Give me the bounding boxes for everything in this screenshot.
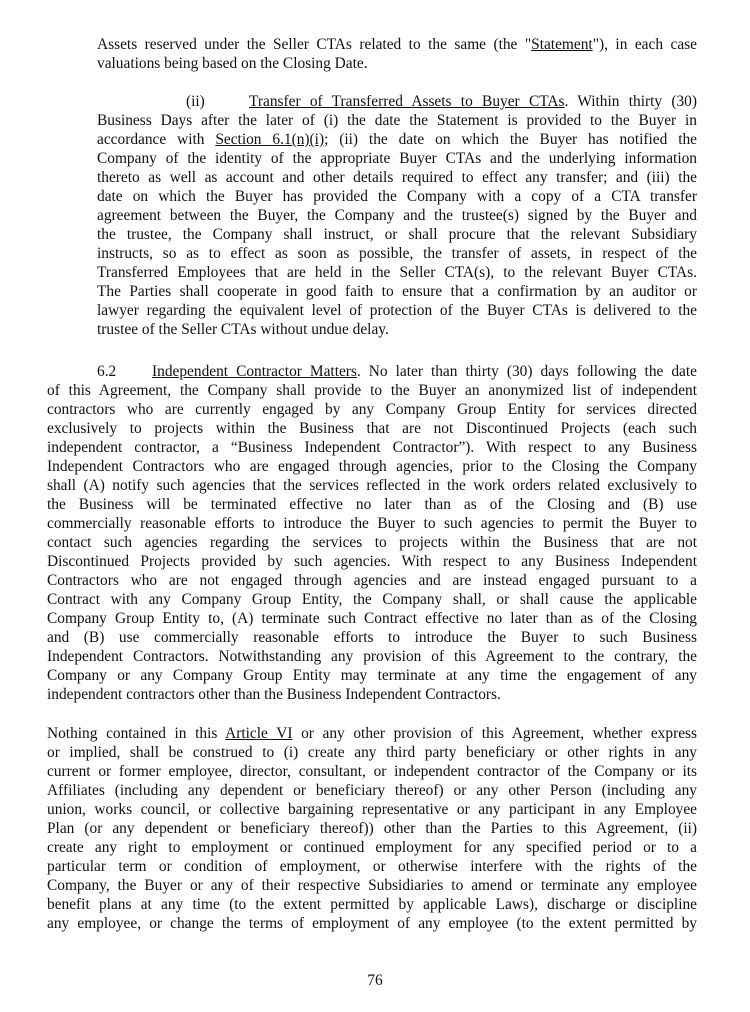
text-line: Affiliates (including any dependent or beneficiary thereof) or any other Person (including any [47, 782, 697, 799]
text-line: the trustee, the Company shall instruct, or shall procure that the relevant Subsidiary [97, 226, 697, 243]
text-span: accordance with [97, 131, 216, 148]
text-span: or any other provision of this Agreement, whether express [292, 725, 698, 742]
text-line [152, 362, 697, 381]
text-line: Company, the Buyer or any of their respective Subsidiaries to amend or terminate any employee [47, 877, 697, 894]
text-line [97, 54, 368, 73]
text-line: contractors who are currently engaged by any Company Group Entity for services directed [47, 401, 697, 418]
text-line: lawyer regarding the equivalent level of protection of the Buyer CTAs is delivered to the [97, 302, 697, 319]
text-span: Assets reserved under the Seller CTAs related to the same (the " [97, 36, 532, 53]
text-line: the Business will be terminated effective no later than as of the Closing and (B) use [47, 496, 697, 513]
text-span: Nothing contained in this [47, 725, 226, 742]
section-number: 6.2 [97, 363, 117, 380]
text-line: Contractors who are not engaged through agencies and are instead engaged pursuant to a [47, 572, 697, 589]
text-line: Transferred Employees that are held in the Seller CTA(s), to the relevant Buyer CTAs. [97, 264, 697, 281]
text-line: exclusively to projects within the Business that are not Discontinued Projects (each such [47, 420, 697, 437]
text-line: instructs, so as to effect as soon as possible, the transfer of assets, in respect of the [97, 245, 697, 262]
text-line [249, 92, 697, 111]
subsection-heading: Transfer of Transferred Assets to Buyer CTAs [249, 93, 565, 110]
text-line: agreement between the Buyer, the Company and the trustee(s) signed by the Buyer and [97, 207, 697, 224]
text-span: valuations being based on the Closing Date. [97, 55, 368, 72]
text-line: independent contractor, a “Business Independent Contractor”). With respect to any Business [47, 439, 697, 456]
text-line: Company or any Company Group Entity may terminate at any time the engagement of any [47, 667, 697, 684]
text-line: Business Days after the later of (i) the date the Statement is provided to the Buyer in [97, 112, 697, 129]
text-line: create any right to employment or continued employment for any specified period or to a [47, 839, 697, 856]
text-line: any employee, or change the terms of employment of any employee (to the extent permitted by [47, 915, 697, 932]
page-number: 76 [367, 972, 383, 989]
text-line: particular term or condition of employment, or otherwise interfere with the rights of the [47, 858, 697, 875]
text-line: current or former employee, director, consultant, or independent contractor of the Company or its [47, 763, 697, 780]
text-span: . No later than thirty (30) days following the date [356, 363, 697, 380]
section-reference-link: Section 6.1(n)(i) [215, 131, 325, 148]
text-line: date on which the Buyer has provided the Company with a copy of a CTA transfer [97, 188, 697, 205]
text-line [97, 130, 697, 149]
text-line: Independent Contractors who are engaged through agencies, prior to the Closing the Company [47, 458, 697, 475]
text-line: or implied, shall be construed to (i) create any third party beneficiary or other rights in any [47, 744, 697, 761]
text-line: Independent Contractors. Notwithstanding any provision of this Agreement to the contrary, the [47, 648, 697, 665]
text-line: Contract with any Company Group Entity, the Company shall, or shall cause the applicable [47, 591, 697, 608]
text-line: of this Agreement, the Company shall provide to the Buyer an anonymized list of independent [47, 382, 697, 399]
subsection-enum: (ii) [186, 93, 205, 110]
text-span: ; (ii) the date on which the Buyer has notified the [324, 131, 697, 148]
section-heading: Independent Contractor Matters [152, 363, 357, 380]
text-line: union, works council, or collective bargaining representative or any participant in any Employee [47, 801, 697, 818]
text-line: Company Group Entity to, (A) terminate such Contract effective no later than as of the Closing [47, 610, 697, 627]
text-line: independent contractors other than the Business Independent Contractors. [47, 686, 501, 703]
text-line [97, 35, 697, 54]
text-line: and (B) use commercially reasonable efforts to introduce the Buyer to such Business [47, 629, 697, 646]
text-line: shall (A) notify such agencies that the services reflected in the work orders related exclusively to [47, 477, 697, 494]
text-line: Plan (or any dependent or beneficiary thereof)) other than the Parties to this Agreement, (ii) [47, 820, 697, 837]
text-line: Company of the identity of the appropriate Buyer CTAs and the underlying information [97, 150, 697, 167]
article-reference-link: Article VI [225, 725, 293, 742]
text-line: commercially reasonable efforts to introduce the Buyer to such agencies to permit the Buyer to [47, 515, 697, 532]
defined-term-statement: Statement [531, 36, 593, 53]
text-line: benefit plans at any time (to the extent permitted by applicable Laws), discharge or discipline [47, 896, 697, 913]
text-line: Discontinued Projects provided by such agencies. With respect to any Business Independent [47, 553, 697, 570]
text-span: . Within thirty (30) [564, 93, 697, 110]
text-line: trustee of the Seller CTAs without undue delay. [97, 321, 389, 338]
text-line: The Parties shall cooperate in good faith to ensure that a confirmation by an auditor or [97, 283, 697, 300]
text-line [47, 724, 697, 743]
text-line: thereto as well as account and other details required to effect any transfer; and (iii) the [97, 169, 697, 186]
text-line: contact such agencies regarding the services to projects within the Business that are not [47, 534, 697, 551]
text-span: "), in each case [592, 36, 697, 53]
